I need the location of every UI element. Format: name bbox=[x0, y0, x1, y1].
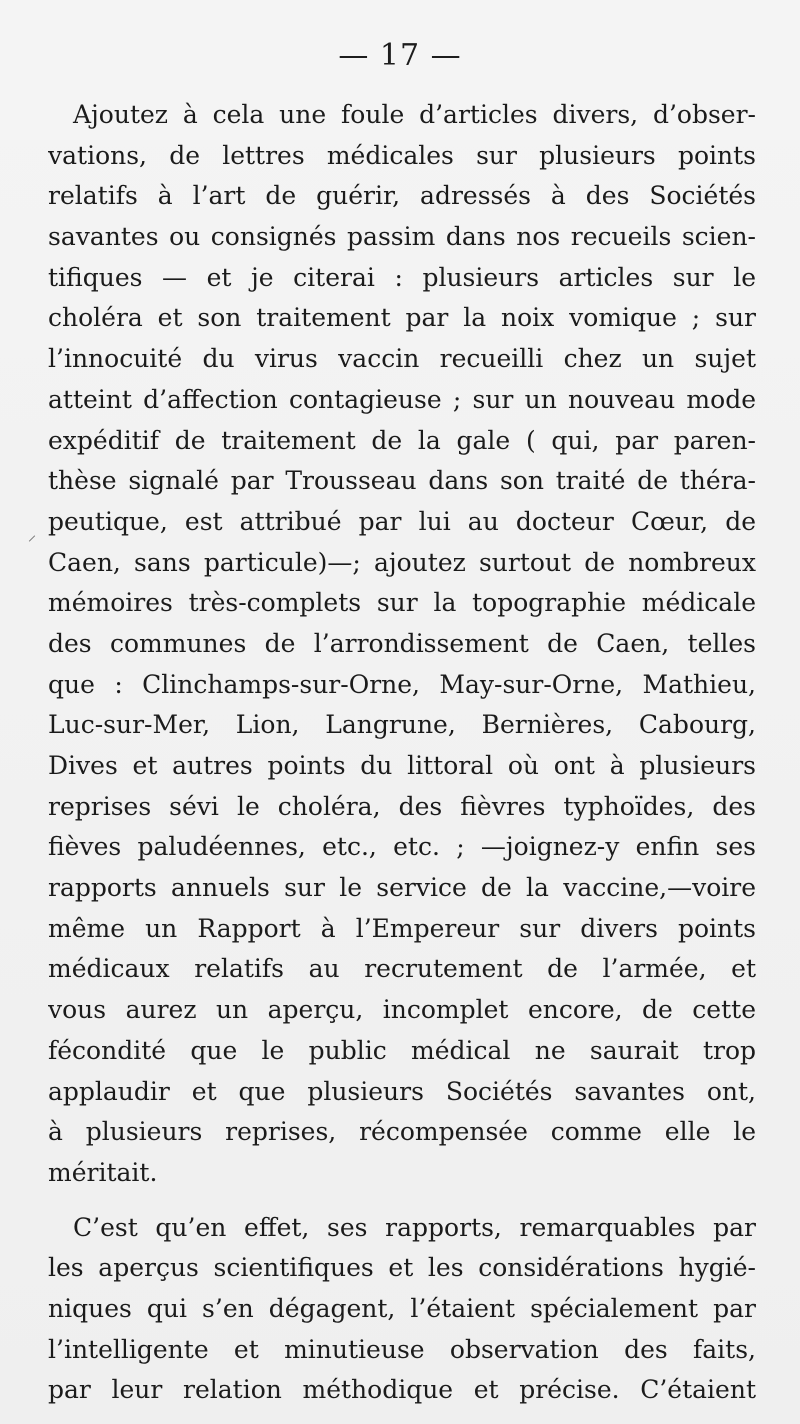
text-line: mémoires très-complets sur la topographie médicale bbox=[48, 588, 756, 618]
text-line: niques qui s’en dégagent, l’étaient spécialement par bbox=[48, 1293, 756, 1323]
text-line: les aperçus scientifiques et les considérations hygié- bbox=[48, 1253, 756, 1283]
text-line: à plusieurs reprises, récompensée comme elle le bbox=[48, 1117, 756, 1147]
text-line: applaudir et que plusieurs Sociétés savantes ont, bbox=[48, 1076, 756, 1106]
paragraph-1 bbox=[48, 95, 756, 1194]
text-line: relatifs à l’art de guérir, adressés à des Sociétés bbox=[48, 181, 756, 211]
text-line: l’intelligente et minutieuse observation des faits, bbox=[48, 1334, 756, 1364]
text-line: choléra et son traitement par la noix vomique ; sur bbox=[48, 303, 756, 333]
text-line: Luc-sur-Mer, Lion, Langrune, Bernières, Cabourg, bbox=[48, 710, 756, 740]
text-body bbox=[48, 95, 756, 1411]
text-line: Ajoutez à cela une foule d’articles divers, d’obser- bbox=[73, 100, 756, 129]
page-number: — 17 — bbox=[338, 38, 462, 73]
text-line: médicaux relatifs au recrutement de l’armée, et bbox=[48, 954, 756, 984]
paragraph-gap bbox=[48, 1194, 756, 1208]
text-line: fièves paludéennes, etc., etc. ; —joignez-y enfin ses bbox=[48, 832, 756, 862]
text-line: vous aurez un aperçu, incomplet encore, de cette bbox=[48, 995, 756, 1025]
text-line: tifiques — et je citerai : plusieurs articles sur le bbox=[48, 262, 756, 292]
text-line: thèse signalé par Trousseau dans son traité de théra- bbox=[48, 466, 756, 496]
text-line: l’innocuité du virus vaccin recueilli chez un sujet bbox=[48, 344, 756, 374]
text-line: que : Clinchamps-sur-Orne, May-sur-Orne, Mathieu, bbox=[48, 669, 756, 699]
text-line: atteint d’affection contagieuse ; sur un nouveau mode bbox=[48, 384, 756, 414]
text-line: des communes de l’arrondissement de Caen, telles bbox=[48, 628, 756, 658]
text-line: vations, de lettres médicales sur plusieurs points bbox=[48, 140, 756, 170]
text-line: par leur relation méthodique et précise. C’étaient bbox=[48, 1375, 756, 1405]
text-line: fécondité que le public médical ne saurait trop bbox=[48, 1035, 756, 1065]
margin-mark bbox=[29, 535, 35, 541]
text-line: savantes ou consignés passim dans nos recueils scien- bbox=[48, 222, 756, 252]
text-line: expéditif de traitement de la gale ( qui, par paren- bbox=[48, 425, 756, 455]
text-line: C’est qu’en effet, ses rapports, remarquables par bbox=[73, 1212, 756, 1242]
text-line: reprises sévi le choléra, des fièvres typhoïdes, des bbox=[48, 791, 756, 821]
text-line: Dives et autres points du littoral où ont à plusieurs bbox=[48, 751, 756, 780]
text-line: peutique, est attribué par lui au docteur Cœur, de bbox=[48, 506, 756, 536]
text-line: méritait. bbox=[48, 1157, 158, 1187]
text-line: Caen, sans particule)—; ajoutez surtout de nombreux bbox=[48, 547, 756, 577]
text-line: rapports annuels sur le service de la vaccine,—voire bbox=[48, 873, 756, 903]
paragraph-2 bbox=[48, 1208, 756, 1411]
text-line: même un Rapport à l’Empereur sur divers points bbox=[48, 913, 756, 943]
